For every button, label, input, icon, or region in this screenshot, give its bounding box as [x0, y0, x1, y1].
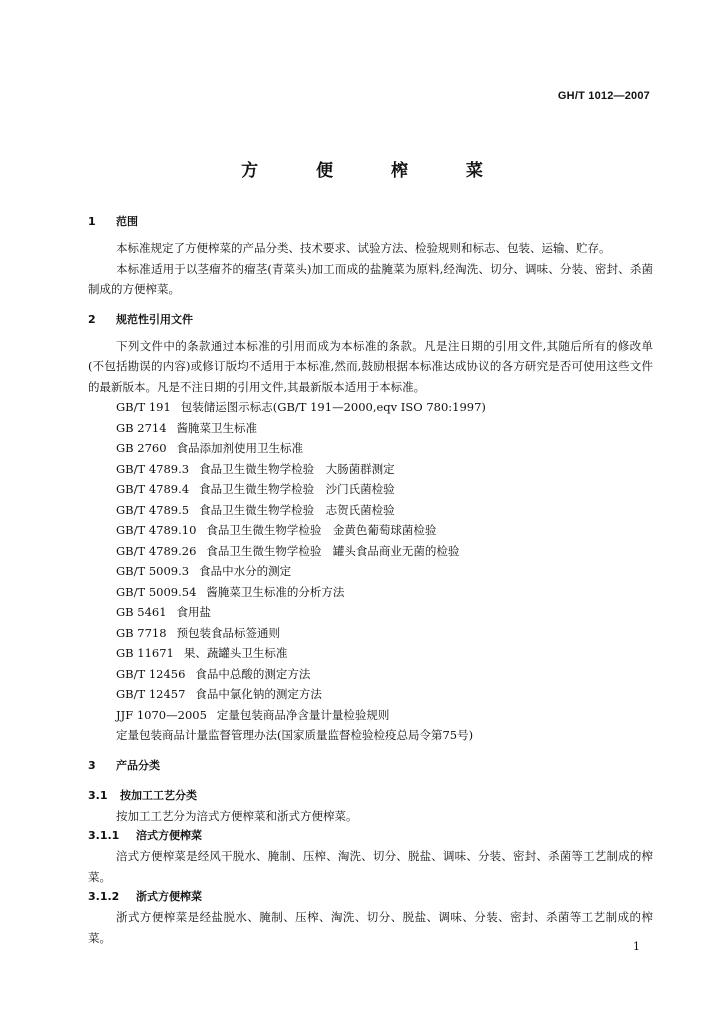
reference-item: [88, 438, 653, 459]
section-title: 规范性引用文件: [116, 312, 193, 326]
subsection-number: 3.1.1: [88, 829, 120, 842]
reference-name: 定量包装商品净含量计量检验规则: [216, 707, 390, 722]
paragraph: 浙式方便榨菜是经盐脱水、腌制、压榨、淘洗、切分、脱盐、调味、分装、密封、杀菌等工艺制成的榨菜。: [88, 910, 653, 945]
reference-name: 食品卫生微生物学检验 沙门氏菌检验: [199, 482, 395, 496]
reference-code: GB 2714: [116, 420, 167, 435]
section-heading-2: [88, 310, 653, 330]
reference-item: [88, 684, 653, 705]
reference-item: [88, 643, 653, 664]
reference-code: GB/T 12456: [116, 666, 186, 681]
reference-code: GB 11671: [116, 646, 174, 660]
paragraph: 涪式方便榨菜是经风干脱水、腌制、压榨、淘洗、切分、脱盐、调味、分装、密封、杀菌等工艺制成的榨菜。: [88, 849, 653, 884]
reference-code: GB/T 12457: [116, 687, 186, 701]
reference-code: GB/T 4789.5: [116, 502, 190, 517]
paragraph: 本标准规定了方便榨菜的产品分类、技术要求、试验方法、检验规则和标志、包装、运输、贮存。: [116, 241, 611, 255]
reference-item: [88, 459, 653, 480]
reference-name: 食品卫生微生物学检验 罐头食品商业无菌的检验: [206, 543, 460, 558]
reference-item: [88, 602, 653, 623]
reference-list: [88, 397, 653, 746]
reference-code: GB/T 5009.3: [116, 564, 190, 578]
document-title: 方 便 榨 菜: [241, 161, 509, 181]
reference-name: 食品中水分的测定: [199, 564, 292, 578]
reference-code: GB/T 4789.26: [116, 543, 197, 558]
section-number: 3: [88, 758, 96, 772]
reference-item: [88, 541, 653, 562]
reference-name: 食品卫生微生物学检验 志贺氏菌检验: [199, 502, 395, 517]
subsection-number: 3.1: [88, 788, 108, 802]
reference-code: GB 7718: [116, 625, 167, 640]
reference-code: JJF 1070—2005: [116, 707, 207, 722]
paragraph: 下列文件中的条款通过本标准的引用而成为本标准的条款。凡是注日期的引用文件,其随后所有的修改单(不包括勘误的内容)或修订版均不适用于本标准,然而,鼓励根据本标准达成协议的各方研究是否可使用这些文件的最新版本。凡是不注日期的引用文件,其最新版本适用于本标准。: [88, 338, 653, 394]
reference-item: [88, 725, 653, 746]
section-title: 产品分类: [116, 758, 160, 772]
reference-item: [88, 500, 653, 521]
reference-name: 食品中总酸的测定方法: [195, 666, 311, 681]
standard-code: GH/T 1012—2007: [557, 90, 650, 102]
reference-name: 包装储运图示标志(GB/T 191—2000,eqv ISO 780:1997): [180, 400, 486, 414]
subsection-heading-3-1: [88, 786, 653, 806]
subsection-title: 涪式方便榨菜: [136, 829, 202, 842]
reference-code: GB/T 4789.4: [116, 482, 190, 496]
reference-name: 果、蔬罐头卫生标准: [183, 646, 288, 660]
reference-item: [88, 664, 653, 685]
reference-code: GB/T 5009.54: [116, 584, 197, 599]
paragraph: 本标准适用于以茎瘤芥的瘤茎(青菜头)加工而成的盐腌菜为原料,经淘洗、切分、调味、分装、密封、杀菌制成的方便榨菜。: [88, 261, 653, 296]
reference-name: 预包装食品标签通则: [176, 625, 281, 640]
reference-item: [88, 582, 653, 603]
reference-name: 酱腌菜卫生标准: [176, 420, 258, 435]
section-title: 范围: [116, 215, 138, 228]
reference-item: [88, 520, 653, 541]
reference-name: 食品卫生微生物学检验 大肠菌群测定: [199, 461, 395, 476]
reference-code: GB 2760: [116, 441, 167, 455]
reference-name: 食用盐: [176, 605, 212, 619]
reference-item: [88, 418, 653, 439]
reference-item: [88, 397, 653, 418]
subsection-title: 按加工工艺分类: [120, 788, 197, 802]
reference-code: GB/T 4789.3: [116, 461, 190, 476]
reference-item: [88, 623, 653, 644]
section-heading-3: [88, 756, 653, 776]
reference-item: [88, 479, 653, 500]
reference-code: 定量包装商品计量监督管理办法(国家质量监督检验检疫总局令第75号): [116, 728, 474, 742]
document-body: [88, 212, 653, 948]
section-number: 1: [88, 215, 96, 228]
subsection-title: 浙式方便榨菜: [136, 890, 202, 903]
reference-code: GB/T 4789.10: [116, 523, 197, 537]
page-number: 1: [633, 940, 640, 953]
section-number: 2: [88, 312, 96, 326]
subsection-heading-3-1-2: [88, 887, 653, 907]
reference-name: 酱腌菜卫生标准的分析方法: [206, 584, 345, 599]
reference-code: GB/T 191: [116, 400, 171, 414]
subsection-number: 3.1.2: [88, 890, 120, 903]
reference-name: 食品卫生微生物学检验 金黄色葡萄球菌检验: [206, 523, 437, 537]
section-heading-1: [88, 212, 653, 232]
paragraph: 按加工工艺分为涪式方便榨菜和浙式方便榨菜。: [116, 808, 358, 823]
reference-item: [88, 705, 653, 726]
reference-code: GB 5461: [116, 605, 167, 619]
subsection-heading-3-1-1: [88, 826, 653, 846]
reference-item: [88, 561, 653, 582]
reference-name: 食品添加剂使用卫生标准: [176, 441, 304, 455]
reference-name: 食品中氯化钠的测定方法: [195, 687, 322, 701]
